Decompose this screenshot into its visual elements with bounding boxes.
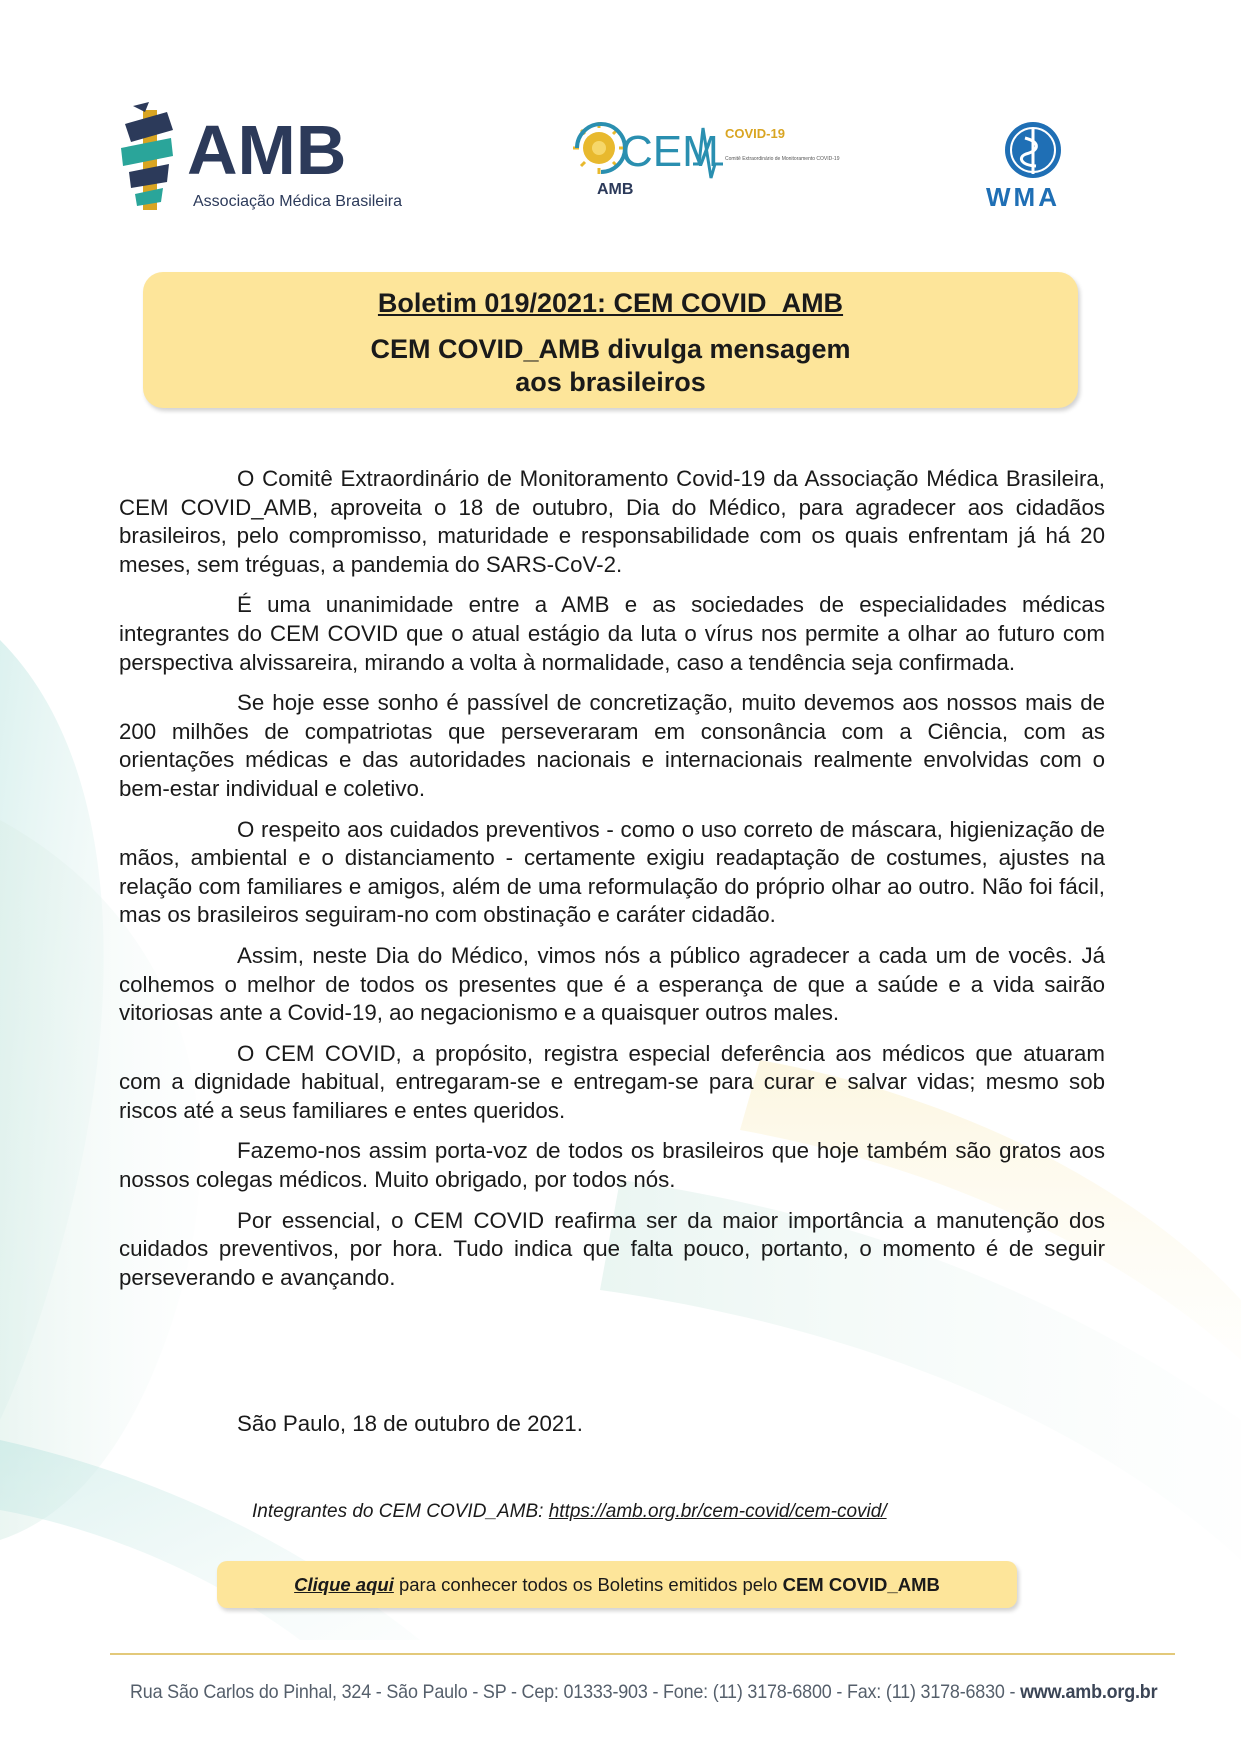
paragraph: O CEM COVID, a propósito, registra especial deferência aos médicos que atuaram com a dignidade habitual, entregaram-se e entregam-se para curar e salvar vidas; mesmo sob riscos até a seus familiares e entes queridos. [119,1040,1105,1123]
paragraph: É uma unanimidade entre a AMB e as sociedades de especialidades médicas integrantes do CEM COVID que o atual estágio da luta o vírus nos permite a olhar ao futuro com perspectiva alvissareira, mirando a volta à normalidade, caso a tendência seja confirmada. [119,592,1105,675]
cem-logo-badge: COVID-19 [725,126,785,141]
boletins-bold-text: CEM COVID_AMB [782,1574,940,1595]
boletins-box [217,1561,1017,1608]
title-box [143,272,1078,408]
wma-logo-text: WMA [986,182,1060,212]
cem-logo-amb: AMB [597,181,634,198]
integrantes-line [252,1500,887,1524]
bulletin-subtitle: CEM COVID_AMB divulga mensagem aos brasileiros [370,334,851,397]
amb-logo [115,102,405,220]
amb-logo-text: AMB [187,111,347,189]
clique-aqui-link[interactable]: Clique aqui [294,1574,394,1595]
cem-logo-text: CEM [621,127,719,176]
paragraph: Por essencial, o CEM COVID reafirma ser da maior importância a manutenção dos cuidados preventivos, por hora. Tudo indica que falta pouco, portanto, o momento é de seguir perseverando e avançando. [119,1207,1105,1290]
wma-logo [978,120,1088,212]
wma-emblem-icon [978,120,1088,212]
footer-website[interactable]: www.amb.org.br [1020,1681,1158,1703]
integrantes-label: Integrantes do CEM COVID_AMB: [252,1501,549,1522]
bulletin-number: Boletim 019/2021: CEM COVID_AMB [377,288,844,318]
place-date: São Paulo, 18 de outubro de 2021. [237,1411,583,1436]
cem-logo-graphic [575,118,840,208]
footer-address-text: Rua São Carlos do Pinhal, 324 - São Paulo - SP - Cep: 01333-903 - Fone: (11) 3178-6800 - Fax: (11) 3178-6830 - [130,1681,1021,1703]
footer-address [130,1681,1158,1704]
amb-caduceus-icon [115,102,405,220]
message-body [119,465,1105,1304]
paragraph: Se hoje esse sonho é passível de concretização, muito devemos aos nossos mais de 200 milhões de compatriotas que perseveraram em consonância com a Ciência, com as orientações médicas e das autoridades nacionais e internacionais realmente envolvidas com o bem-estar individual e coletivo. [119,690,1105,801]
paragraph: Fazemo-nos assim porta-voz de todos os brasileiros que hoje também são gratos aos nossos colegas médicos. Muito obrigado, por todos nós. [119,1138,1105,1193]
cem-covid-logo [575,118,840,208]
amb-logo-subtitle: Associação Médica Brasileira [193,193,402,210]
paragraph: O respeito aos cuidados preventivos - como o uso correto de máscara, higienização de mãos, ambiental e o distanciamento - certamente exigiu readaptação de costumes, ajustes na relação com familiares e amigos, além de uma reformulação do próprio olhar ao outro. Não foi fácil, mas os brasileiros seguiram-no com obstinação e caráter cidadão. [119,816,1105,928]
boletins-text: para conhecer todos os Boletins emitidos pelo [393,1574,783,1595]
footer-divider [110,1653,1175,1655]
cem-logo-caption: Comitê Extraordinário de Monitoramento COVID-19 [725,156,840,162]
paragraph: Assim, neste Dia do Médico, vimos nós a público agradecer a cada um de vocês. Já colhemos o melhor de todos os presentes que é a esperança de que a saúde e a vida sairão vitoriosas ante a Covid-19, ao negacionismo e a quaisquer outros males. [119,942,1105,1026]
paragraph: O Comitê Extraordinário de Monitoramento Covid-19 da Associação Médica Brasileira, CEM COVID_AMB, aproveita o 18 de outubro, Dia do Médico, para agradecer aos cidadãos brasileiros, pelo compromisso, maturidade e responsabilidade com os quais enfrentam já há 20 meses, sem tréguas, a pandemia do SARS-CoV-2. [119,466,1105,577]
integrantes-link[interactable]: https://amb.org.br/cem-covid/cem-covid/ [548,1501,887,1522]
